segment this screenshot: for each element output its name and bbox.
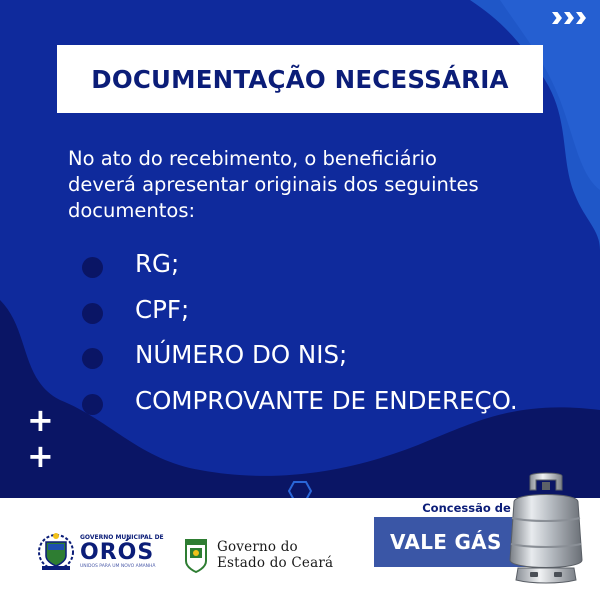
ceara-line-1: Governo do [217, 539, 298, 555]
document-label: RG; [135, 249, 180, 278]
ceara-logo [183, 535, 333, 575]
oros-line-3: UNIDOS PARA UM NOVO AMANHÃ [80, 564, 156, 569]
vale-gas-label: VALE GÁS [390, 530, 502, 554]
intro-line-2: deverá apresentar originais dos seguintes [68, 173, 479, 196]
oros-coat-of-arms-icon [36, 530, 76, 574]
intro-paragraph [68, 146, 568, 224]
intro-line-3: documentos: [68, 199, 196, 222]
document-label: CPF; [135, 294, 190, 324]
intro-line-1: No ato do recebimento, o beneficiário [68, 147, 437, 170]
oros-line-1: GOVERNO MUNICIPAL DE [80, 534, 164, 541]
bullet-dot-icon [82, 303, 103, 324]
bullet-dot-icon [82, 394, 103, 415]
concessao-label: Concessão de [422, 501, 511, 515]
document-label: COMPROVANTE DE ENDEREÇO. [135, 385, 518, 415]
gas-cylinder-icon [500, 470, 592, 588]
concessao-label-box [422, 498, 511, 518]
oros-logo [36, 530, 164, 574]
plus-icon: + [27, 401, 54, 439]
title-banner [57, 45, 543, 113]
triple-chevron-right-icon [552, 12, 586, 24]
bullet-dot-icon [82, 257, 103, 278]
document-label: NÚMERO DO NIS; [135, 340, 348, 369]
ceara-line-2: Estado do Ceará [217, 555, 334, 571]
oros-line-2: ORÓS [80, 540, 155, 565]
bullet-dot-icon [82, 348, 103, 369]
page-title: DOCUMENTAÇÃO NECESSÁRIA [91, 64, 509, 94]
plus-icon: + [27, 437, 54, 475]
ceara-coat-of-arms-icon [183, 535, 209, 575]
